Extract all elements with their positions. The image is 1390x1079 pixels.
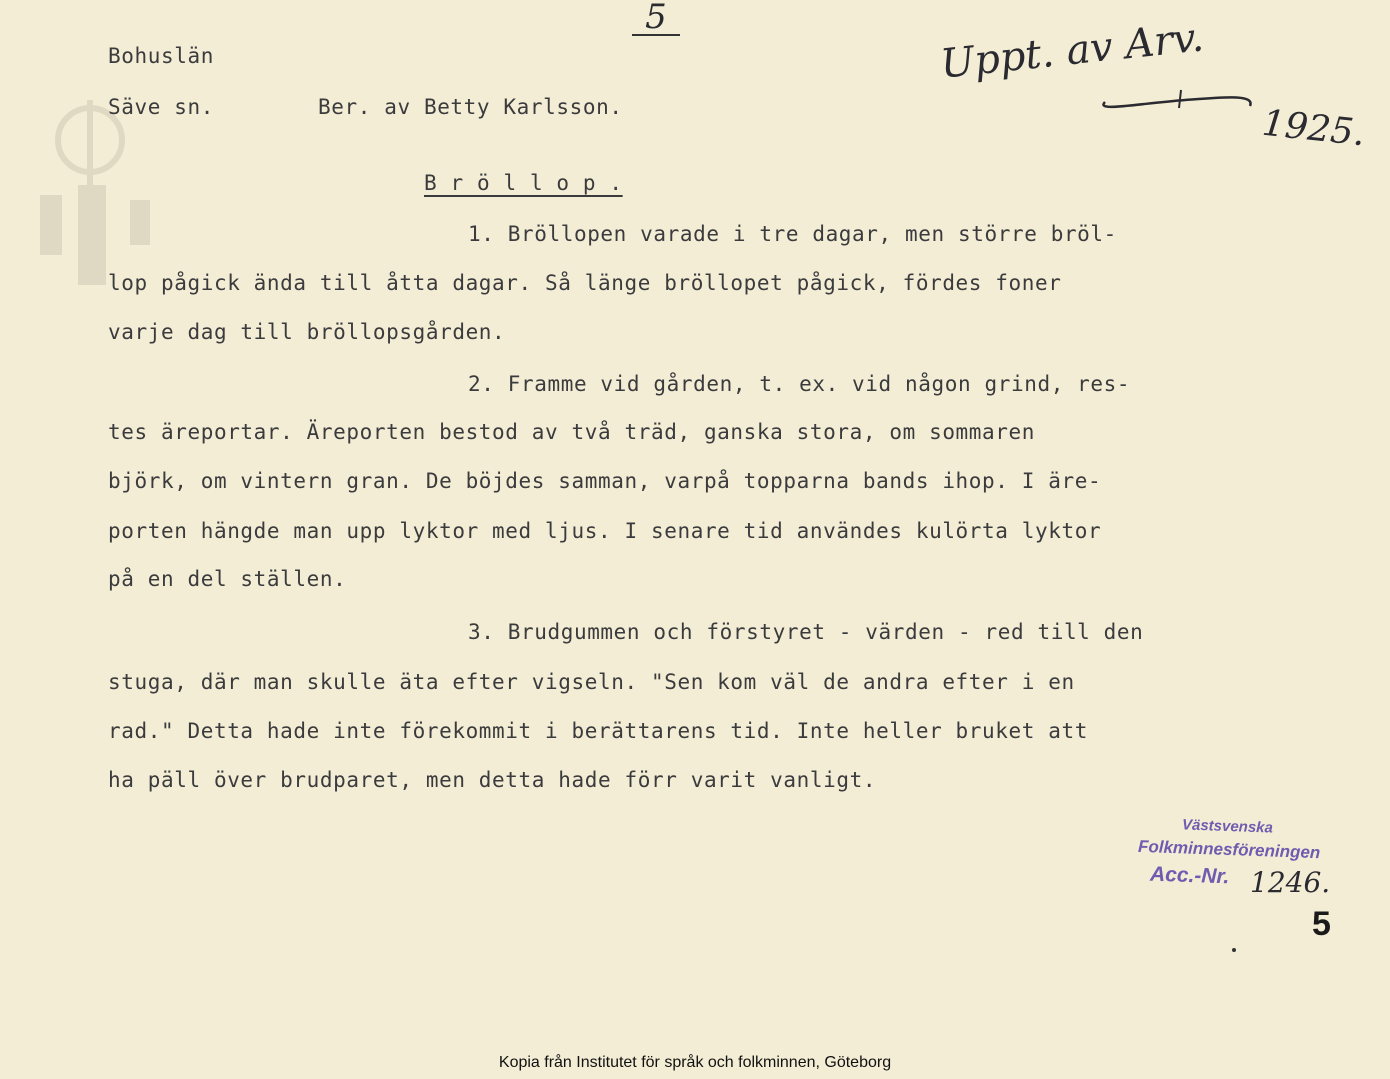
archive-stamp-line1: Västsvenska <box>1181 816 1274 837</box>
body-line: varje dag till bröllopsgården. <box>108 320 506 344</box>
page-number: 5 <box>1312 905 1331 943</box>
archive-stamp-line3: Acc.-Nr. <box>1149 862 1230 889</box>
body-line: ha päll över brudparet, men detta hade förr varit vanligt. <box>108 768 877 792</box>
body-line: 1. Bröllopen varade i tre dagar, men större bröl- <box>468 222 1117 246</box>
handwritten-page-number: 5 <box>632 0 680 36</box>
handwritten-flourish-icon <box>1095 82 1265 122</box>
handwritten-annotation: Uppt. av Arv. <box>938 14 1206 88</box>
body-line: tes äreportar. Äreporten bestod av två träd, ganska stora, om sommaren <box>108 420 1036 444</box>
body-line: björk, om vintern gran. De böjdes samman, varpå topparna bands ihop. I äre- <box>108 469 1102 493</box>
body-line: 3. Brudgummen och förstyret - värden - red till den <box>468 620 1144 644</box>
speck-mark <box>1232 948 1236 952</box>
archive-stamp-line2: Folkminnesföreningen <box>1137 836 1321 863</box>
body-line: på en del ställen. <box>108 567 347 591</box>
region-label: Bohuslän <box>108 44 214 68</box>
body-line: rad." Detta hade inte förekommit i berättarens tid. Inte heller bruket att <box>108 719 1088 743</box>
document-title: B r ö l l o p . <box>424 171 623 195</box>
body-line: lop pågick ända till åtta dagar. Så länge bröllopet pågick, fördes foner <box>108 271 1062 295</box>
body-line: porten hängde man upp lyktor med ljus. I senare tid användes kulörta lyktor <box>108 519 1102 543</box>
body-line: stuga, där man skulle äta efter vigseln. "Sen kom väl de andra efter i en <box>108 670 1075 694</box>
copy-footer: Kopia från Institutet för språk och folkminnen, Göteborg <box>498 1054 892 1071</box>
parish-label: Säve sn. <box>108 95 214 119</box>
narrator-label: Ber. av Betty Karlsson. <box>318 95 623 119</box>
handwritten-year: 1925. <box>1260 102 1367 155</box>
accession-number: 1246. <box>1250 866 1331 899</box>
body-line: 2. Framme vid gården, t. ex. vid någon grind, res- <box>468 372 1131 396</box>
